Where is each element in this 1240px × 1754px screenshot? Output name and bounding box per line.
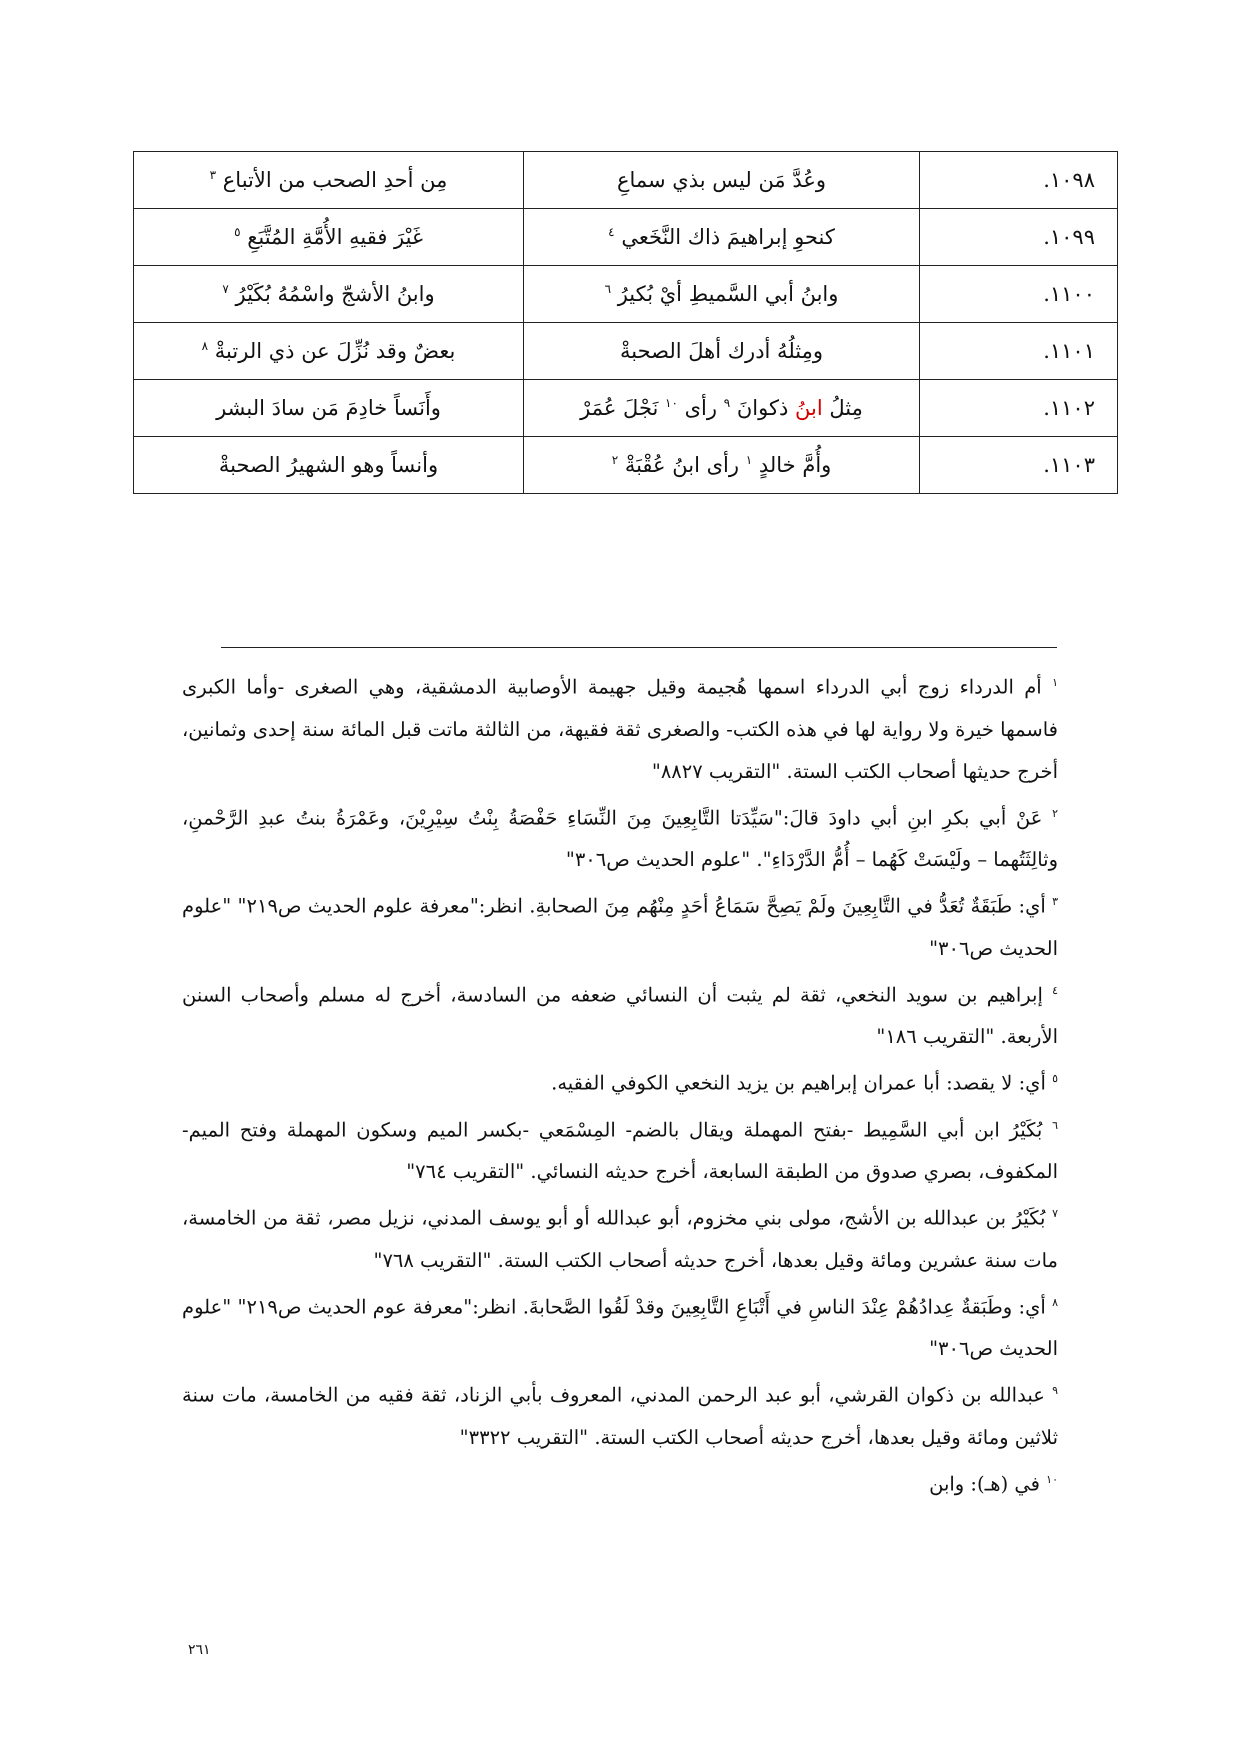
first-hemistich: كنحوِ إبراهيمَ ذاك النَّخَعي $^٤$: [524, 209, 920, 266]
verse-number: ١٠٩٨.: [920, 152, 1118, 209]
verse-number: ١١٠٣.: [920, 437, 1118, 494]
first-hemistich: وأُمَّ خالدٍ $^١$ رأى ابنُ عُقْبَةْ $^٢$: [524, 437, 920, 494]
footnote-ref: ٢: [611, 453, 619, 467]
footnotes: [182, 662, 1058, 1505]
second-hemistich: وابنُ الأشجّ واسْمُهُ بُكَيْرُ $^٧$: [134, 266, 524, 323]
verse-number: ١٠٩٩.: [920, 209, 1118, 266]
footnote-ref: ٤: [608, 225, 615, 239]
footnote-ref: ٣: [209, 168, 217, 182]
footnote-ref: ١: [745, 453, 753, 467]
footnote: $^٤$ إبراهيم بن سويد النخعي، ثقة لم يثبت أن النسائي ضعفه من السادسة، أخرج له مسلم وأصحاب السنن الأربعة. "التقريب ١٨٦": [182, 983, 1059, 1048]
footnote-ref: ٨: [201, 339, 209, 353]
second-hemistich: وأنساً وهو الشهيرُ الصحبةْ: [134, 437, 524, 494]
verse-row: [134, 152, 1118, 209]
verse-row: [134, 323, 1118, 380]
verse-number: ١١٠٠.: [920, 266, 1118, 323]
verse-row: [134, 380, 1118, 437]
footnote: $^٧$ بُكَيْرُ بن عبدالله بن الأشج، مولى بني مخزوم، أبو عبدالله أو أبو يوسف المدني، نزيل مصر، ثقة من الخامسة، مات سنة عشرين ومائة وقيل بعدها، أخرج حديثه أصحاب الكتب الستة. "التقريب ٧٦٨": [182, 1206, 1058, 1272]
highlighted-word: ابنُ: [795, 396, 823, 420]
footnote: $^٣$ أي: طَبَقَةٌ تُعَدُّ في التَّابِعِينَ ولَمْ يَصِحَّ سَمَاعُ أحَدٍ مِنْهُم مِنَ الصحابةِ. انظر:"معرفة علوم الحديث ص٢١٩" "علوم الحديث ص٣٠٦": [182, 894, 1059, 960]
footnote: $^٨$ أي: وطَبَقةٌ عِدادُهُمْ عِنْدَ الناسِ في أَتْبَاعِ التَّابِعِينَ وقدْ لَقُوا الصَّحابةَ. انظر:"معرفة عوم الحديث ص٢١٩" "علوم الحديث ص٣٠٦": [182, 1295, 1058, 1360]
verse-number: ١١٠١.: [920, 323, 1118, 380]
second-hemistich: وأَنَساً خادِمَ مَن سادَ البشر: [134, 380, 524, 437]
footnote: $^٢$ عَنْ أبي بكرِ ابنِ أبي داودَ قالَ:"سَيِّدَتا التَّابِعِينَ مِنَ النِّسَاءِ حَفْصَةُ بِنْتُ سِيْرِيْنَ، وعَمْرَةُ بنتُ عبدِ الرَّحْمنِ، وثالِثَتُهما – ولَيْسَتْ كَهُما – أُمُّ الدَّرْدَاءِ". "علوم الحديث ص٣٠٦": [182, 806, 1059, 871]
footnote-ref: ٦: [604, 282, 612, 296]
footnote-ref: ١٠: [665, 396, 678, 410]
verse-row: [134, 437, 1118, 494]
first-hemistich: مِثلُ ابنُ ذكوانَ $^٩$ رأى $^{١٠}$ نَجْلَ عُمَرْ: [524, 380, 920, 437]
page-number: ٢٦١: [188, 1642, 211, 1658]
first-hemistich: ومِثلُهُ أدرك أهلَ الصحبةْ: [524, 323, 920, 380]
second-hemistich: مِن أحدِ الصحب من الأتباع $^٣$: [134, 152, 524, 209]
verse-table: [133, 151, 1118, 494]
footnote: $^{١٠}$ في (هـ): وابن: [929, 1472, 1058, 1495]
first-hemistich: وعُدَّ مَن ليس بذي سماعِ: [524, 152, 920, 209]
footnote-ref: ٧: [222, 282, 229, 296]
second-hemistich: بعضٌ وقد نُزِّلَ عن ذي الرتبةْ $^٨$: [134, 323, 524, 380]
second-hemistich: غَيْرَ فقيهِ الأُمَّةِ المُتَّبَعِ $^٥$: [134, 209, 524, 266]
footnote-ref: ٩: [723, 396, 731, 410]
footnote: $^٩$ عبدالله بن ذكوان القرشي، أبو عبد الرحمن المدني، المعروف بأبي الزناد، ثقة فقيه من الخامسة، مات سنة ثلاثين ومائة وقيل بعدها، أخرج حديثه أصحاب الكتب الستة. "التقريب ٣٣٢٢": [182, 1383, 1058, 1449]
footnote: $^٥$ أي: لا يقصد: أبا عمران إبراهيم بن يزيد النخعي الكوفي الفقيه.: [551, 1071, 1058, 1095]
footnote: $^١$ أم الدرداء زوج أبي الدرداء اسمها هُجيمة وقيل جهيمة الأوصابية الدمشقية، وهي الصغرى -وأما الكبرى فاسمها خيرة ولا رواية لها في هذه الكتب- والصغرى ثقة فقيهة، من الثالثة ماتت قبل المائة سنة إحدى وثمانين، أخرج حديثها أصحاب الكتب الستة. "التقريب ٨٨٢٧": [182, 675, 1058, 783]
footnote-ref: ٥: [234, 225, 241, 239]
verse-number: ١١٠٢.: [920, 380, 1118, 437]
first-hemistich: وابنُ أبي السَّميطِ أيْ بُكيرُ $^٦$: [524, 266, 920, 323]
verse-row: [134, 266, 1118, 323]
footnote: $^٦$ بُكَيْرُ ابن أبي السَّمِيط -بفتح المهملة ويقال بالضم- المِسْمَعي -بكسر الميم وسكون المهملة وفتح الميم- المكفوف، بصري صدوق من الطبقة السابعة، أخرج حديثه النسائي. "التقريب ٧٦٤": [182, 1118, 1058, 1183]
footnote-separator: [221, 647, 1057, 648]
verse-row: [134, 209, 1118, 266]
